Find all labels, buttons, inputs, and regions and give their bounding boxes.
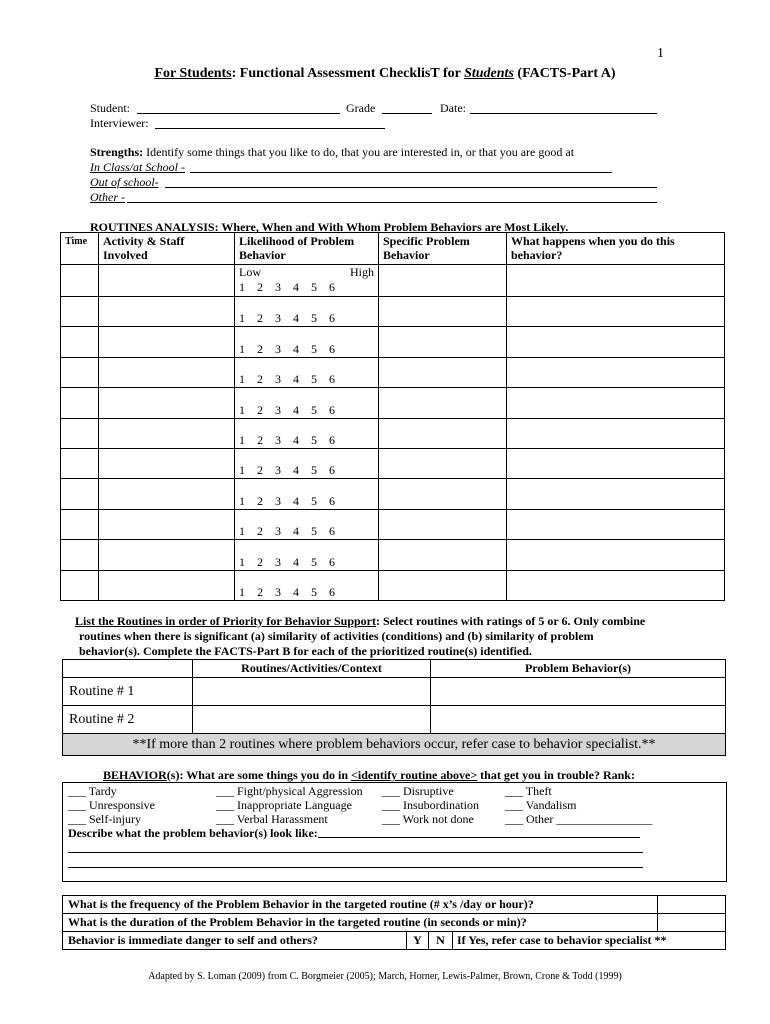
routine-2-label: Routine # 2 bbox=[63, 706, 193, 734]
behavior-heading-routine: <identify routine above> bbox=[351, 768, 478, 782]
specific-behavior-cell[interactable] bbox=[379, 265, 507, 297]
likelihood-cell[interactable] bbox=[235, 418, 379, 448]
describe-line-3[interactable] bbox=[68, 867, 643, 868]
priority-line1 bbox=[75, 614, 645, 629]
col-problem-behavior: Problem Behavior(s) bbox=[431, 660, 726, 678]
routine-row bbox=[61, 357, 725, 387]
activity-cell[interactable] bbox=[99, 418, 235, 448]
frequency-table bbox=[62, 895, 726, 950]
likelihood-cell[interactable] bbox=[235, 265, 379, 297]
activity-cell[interactable] bbox=[99, 570, 235, 600]
what-happens-cell[interactable] bbox=[507, 570, 725, 600]
activity-cell[interactable] bbox=[99, 357, 235, 387]
high-label: High bbox=[350, 265, 374, 279]
priority-line1-rest: : Select routines with ratings of 5 or 6. Only combine bbox=[376, 614, 646, 628]
time-cell[interactable] bbox=[61, 509, 99, 539]
likelihood-scale[interactable]: 1 2 3 4 5 6 bbox=[239, 432, 335, 447]
behavior-heading-tail: that get you in trouble? Rank: bbox=[477, 768, 635, 782]
what-happens-cell[interactable] bbox=[507, 327, 725, 357]
routine-row bbox=[61, 448, 725, 478]
behavior-option-fight-aggression[interactable]: ___ Fight/physical Aggression bbox=[216, 784, 363, 798]
likelihood-cell[interactable] bbox=[235, 509, 379, 539]
what-happens-cell[interactable] bbox=[507, 448, 725, 478]
in-class-label: In Class/at School - bbox=[90, 160, 185, 174]
title-students: Students bbox=[464, 66, 514, 81]
describe-line-1[interactable] bbox=[318, 837, 640, 838]
behavior-option-tardy[interactable]: ___ Tardy bbox=[68, 784, 117, 798]
specific-behavior-cell[interactable] bbox=[379, 388, 507, 418]
grade-field[interactable] bbox=[382, 113, 432, 114]
low-label: Low bbox=[239, 265, 261, 279]
routine-2-context-cell[interactable] bbox=[193, 706, 431, 734]
likelihood-cell[interactable] bbox=[235, 570, 379, 600]
title-suffix: (FACTS-Part A) bbox=[513, 66, 616, 81]
what-happens-cell[interactable] bbox=[507, 418, 725, 448]
out-of-school-label: Out of school- bbox=[90, 175, 159, 189]
out-of-school-field[interactable] bbox=[165, 187, 657, 188]
time-cell[interactable] bbox=[61, 327, 99, 357]
likelihood-scale[interactable]: 1 2 3 4 5 6 bbox=[239, 524, 335, 539]
footer-citation: Adapted by S. Loman (2009) from C. Borgmeier (2005); March, Horner, Lewis-Palmer, Brown, Crone & Todd (1999) bbox=[148, 971, 622, 982]
strengths-prompt bbox=[90, 145, 574, 160]
routine-row bbox=[61, 327, 725, 357]
refer-note: **If more than 2 routines where problem behaviors occur, refer case to behavior specialist.** bbox=[63, 734, 726, 756]
time-cell[interactable] bbox=[61, 448, 99, 478]
student-label: Student: bbox=[90, 101, 131, 115]
interviewer-label: Interviewer: bbox=[90, 116, 149, 130]
other-label: Other - bbox=[90, 190, 125, 204]
col-activity: Activity & Staff Involved bbox=[99, 233, 235, 265]
routine-1-label: Routine # 1 bbox=[63, 678, 193, 706]
routine-row bbox=[61, 540, 725, 570]
what-happens-cell[interactable] bbox=[507, 479, 725, 509]
what-happens-cell[interactable] bbox=[507, 540, 725, 570]
what-happens-cell[interactable] bbox=[507, 509, 725, 539]
behavior-option-vandalism[interactable]: ___ Vandalism bbox=[505, 798, 577, 812]
time-cell[interactable] bbox=[61, 570, 99, 600]
grade-label: Grade bbox=[346, 101, 376, 115]
time-cell[interactable] bbox=[61, 540, 99, 570]
col-routines: Routines/Activities/Context bbox=[193, 660, 431, 678]
activity-cell[interactable] bbox=[99, 479, 235, 509]
likelihood-cell[interactable] bbox=[235, 388, 379, 418]
routine-2-problem-cell[interactable] bbox=[431, 706, 726, 734]
routine-1-problem-cell[interactable] bbox=[431, 678, 726, 706]
routine-row bbox=[61, 265, 725, 297]
behavior-option-self-injury[interactable]: ___ Self-injury bbox=[68, 812, 141, 826]
title-prefix: For Students bbox=[154, 66, 232, 81]
likelihood-scale[interactable]: 1 2 3 4 5 6 bbox=[239, 311, 335, 326]
behavior-option-work-not-done[interactable]: ___ Work not done bbox=[382, 812, 474, 826]
what-happens-cell[interactable] bbox=[507, 357, 725, 387]
priority-underlined: List the Routines in order of Priority for Behavior Support bbox=[75, 614, 376, 628]
activity-cell[interactable] bbox=[99, 540, 235, 570]
routine-row bbox=[61, 570, 725, 600]
activity-cell[interactable] bbox=[99, 265, 235, 297]
likelihood-scale[interactable]: 1 2 3 4 5 6 bbox=[239, 584, 335, 599]
what-happens-cell[interactable] bbox=[507, 297, 725, 327]
time-cell[interactable] bbox=[61, 357, 99, 387]
behavior-heading bbox=[103, 768, 635, 783]
col-likelihood: Likelihood of Problem Behavior bbox=[235, 233, 379, 265]
likelihood-scale[interactable]: 1 2 3 4 5 6 bbox=[239, 554, 335, 569]
routine-row bbox=[61, 509, 725, 539]
likelihood-cell[interactable] bbox=[235, 540, 379, 570]
describe-label: Describe what the problem behavior(s) look like: bbox=[68, 826, 318, 840]
routines-table bbox=[60, 232, 725, 601]
likelihood-scale[interactable]: 1 2 3 4 5 6 bbox=[239, 493, 335, 508]
specific-behavior-cell[interactable] bbox=[379, 418, 507, 448]
routine-1-context-cell[interactable] bbox=[193, 678, 431, 706]
danger-yes[interactable]: Y bbox=[407, 932, 429, 950]
activity-cell[interactable] bbox=[99, 448, 235, 478]
strengths-label: Strengths: bbox=[90, 145, 144, 159]
routine-row bbox=[61, 388, 725, 418]
page-title bbox=[0, 66, 770, 82]
behavior-option-inappropriate-language[interactable]: ___ Inappropriate Language bbox=[216, 798, 352, 812]
strengths-text: Identify some things that you like to do, that you are interested in, or that you are good at bbox=[143, 145, 575, 159]
likelihood-scale[interactable]: 1 2 3 4 5 6 bbox=[239, 402, 335, 417]
behavior-option-disruptive[interactable]: ___ Disruptive bbox=[382, 784, 454, 798]
time-cell[interactable] bbox=[61, 418, 99, 448]
danger-no[interactable]: N bbox=[429, 932, 453, 950]
behavior-option-other[interactable]: ___ Other ________________ bbox=[505, 812, 653, 826]
specific-behavior-cell[interactable] bbox=[379, 327, 507, 357]
likelihood-cell[interactable] bbox=[235, 327, 379, 357]
priority-table bbox=[62, 659, 726, 756]
likelihood-cell[interactable] bbox=[235, 357, 379, 387]
likelihood-cell[interactable] bbox=[235, 448, 379, 478]
col-what-happens: What happens when you do this behavior? bbox=[507, 233, 725, 265]
routine-row bbox=[61, 418, 725, 448]
describe-line-2[interactable] bbox=[68, 852, 643, 853]
what-happens-cell[interactable] bbox=[507, 388, 725, 418]
student-field[interactable] bbox=[137, 113, 340, 114]
activity-cell[interactable] bbox=[99, 297, 235, 327]
activity-cell[interactable] bbox=[99, 509, 235, 539]
specific-behavior-cell[interactable] bbox=[379, 357, 507, 387]
routine-row bbox=[61, 479, 725, 509]
col-time: Time bbox=[61, 233, 99, 265]
frequency-question: What is the frequency of the Problem Behavior in the targeted routine (# x’s /day or hour)? bbox=[63, 896, 658, 914]
specific-behavior-cell[interactable] bbox=[379, 570, 507, 600]
specific-behavior-cell[interactable] bbox=[379, 509, 507, 539]
date-field[interactable] bbox=[470, 113, 657, 114]
routines-analysis-rest: : Where, When and With Whom Problem Behaviors are Most Likely. bbox=[214, 220, 569, 234]
interviewer-field[interactable] bbox=[155, 128, 385, 129]
title-middle: : Functional Assessment ChecklisT for bbox=[231, 66, 465, 81]
low-high-labels bbox=[235, 265, 378, 280]
duration-question: What is the duration of the Problem Behavior in the targeted routine (in seconds or min)? bbox=[63, 914, 658, 932]
col-specific: Specific Problem Behavior bbox=[379, 233, 507, 265]
frequency-answer[interactable] bbox=[658, 896, 726, 914]
priority-line2: routines when there is significant (a) similarity of activities (conditions) and (b) similarity of problem bbox=[79, 629, 594, 643]
danger-refer-note: If Yes, refer case to behavior specialist ** bbox=[453, 932, 726, 950]
likelihood-cell[interactable] bbox=[235, 297, 379, 327]
in-class-field[interactable] bbox=[190, 172, 612, 173]
time-cell[interactable] bbox=[61, 297, 99, 327]
time-cell[interactable] bbox=[61, 265, 99, 297]
likelihood-scale[interactable]: 1 2 3 4 5 6 bbox=[239, 372, 335, 387]
date-label: Date: bbox=[440, 101, 466, 115]
specific-behavior-cell[interactable] bbox=[379, 297, 507, 327]
likelihood-scale[interactable]: 1 2 3 4 5 6 bbox=[239, 341, 335, 356]
behavior-option-insubordination[interactable]: ___ Insubordination bbox=[382, 798, 479, 812]
behavior-option-unresponsive[interactable]: ___ Unresponsive bbox=[68, 798, 155, 812]
likelihood-scale[interactable]: 1 2 3 4 5 6 bbox=[239, 463, 335, 478]
activity-cell[interactable] bbox=[99, 388, 235, 418]
behavior-option-theft[interactable]: ___ Theft bbox=[505, 784, 552, 798]
activity-cell[interactable] bbox=[99, 327, 235, 357]
specific-behavior-cell[interactable] bbox=[379, 479, 507, 509]
routines-analysis-underlined: ROUTINES ANALYSIS bbox=[90, 220, 215, 234]
likelihood-cell[interactable] bbox=[235, 479, 379, 509]
behavior-heading-rest: (s): What are some things you do in bbox=[166, 768, 352, 782]
time-cell[interactable] bbox=[61, 479, 99, 509]
specific-behavior-cell[interactable] bbox=[379, 540, 507, 570]
behavior-option-verbal-harassment[interactable]: ___ Verbal Harassment bbox=[216, 812, 328, 826]
other-field[interactable] bbox=[127, 202, 657, 203]
specific-behavior-cell[interactable] bbox=[379, 448, 507, 478]
page-number: 1 bbox=[657, 46, 664, 61]
priority-corner bbox=[63, 660, 193, 678]
behavior-underlined: BEHAVIOR bbox=[103, 768, 167, 782]
routine-row bbox=[61, 297, 725, 327]
duration-answer[interactable] bbox=[658, 914, 726, 932]
danger-question: Behavior is immediate danger to self and others? bbox=[63, 932, 407, 950]
priority-line3: behavior(s). Complete the FACTS-Part B for each of the prioritized routine(s) identified. bbox=[79, 644, 532, 658]
likelihood-scale[interactable]: 1 2 3 4 5 6 bbox=[239, 280, 335, 294]
time-cell[interactable] bbox=[61, 388, 99, 418]
what-happens-cell[interactable] bbox=[507, 265, 725, 297]
